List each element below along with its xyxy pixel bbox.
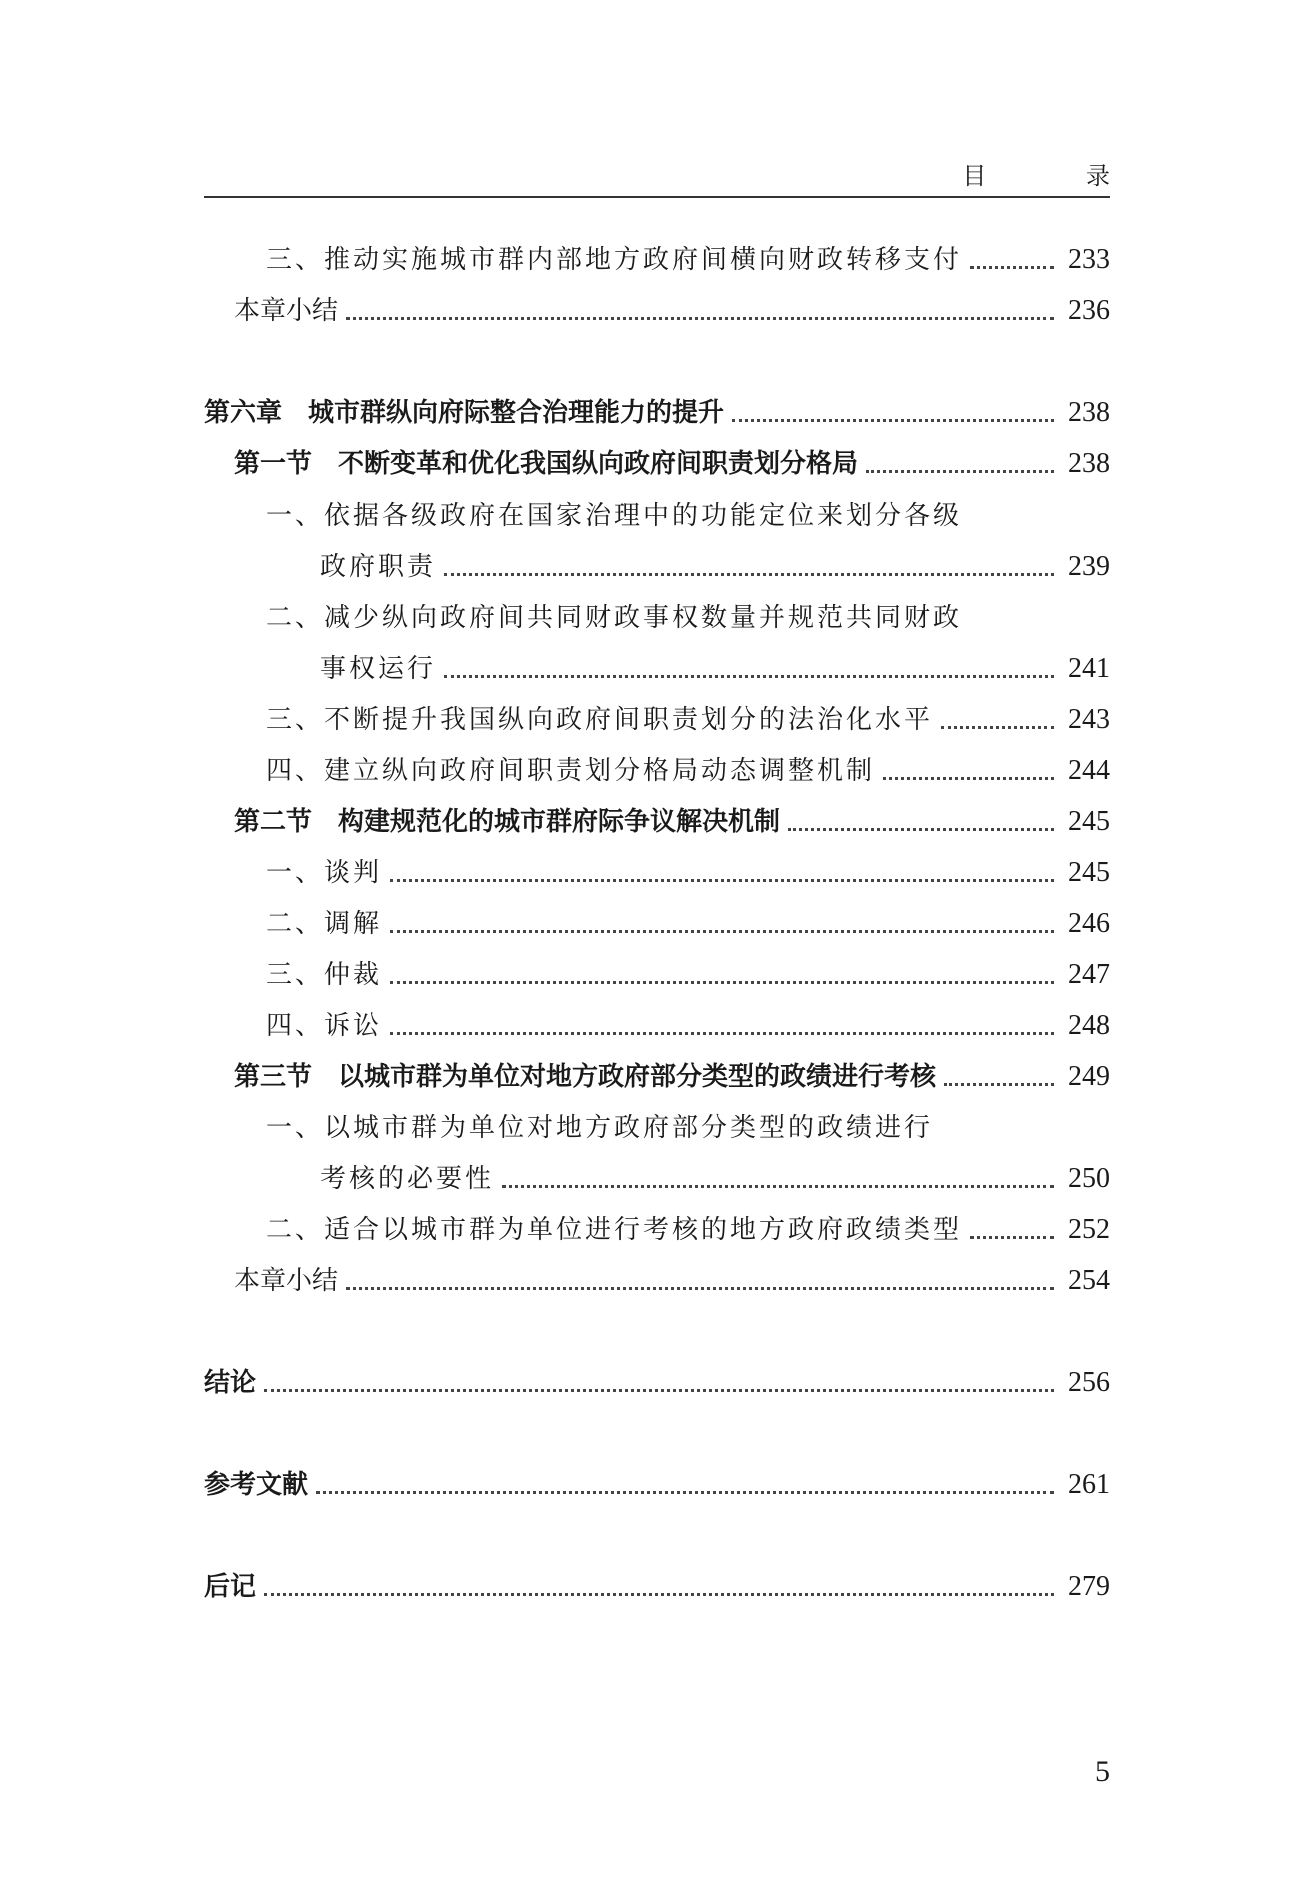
toc-entry-line1: 二、减少纵向政府间共同财政事权数量并规范共同财政 xyxy=(266,603,963,633)
toc-entry-label: 结论 xyxy=(204,1368,257,1398)
toc-entry-label: 本章小结 xyxy=(234,296,339,326)
toc-section-entry[interactable] xyxy=(234,1057,1110,1097)
dot-leader xyxy=(970,266,1054,269)
toc-entry-page: 244 xyxy=(1068,755,1110,786)
toc-top-entry[interactable] xyxy=(204,1567,1110,1607)
dot-leader xyxy=(390,981,1054,984)
dot-leader xyxy=(316,1491,1054,1494)
dot-leader xyxy=(444,675,1054,678)
toc-entry-page: 233 xyxy=(1068,244,1110,275)
dot-leader xyxy=(390,930,1054,933)
toc-entry-page: 252 xyxy=(1068,1214,1110,1245)
dot-leader xyxy=(941,726,1054,729)
toc-entry-page: 238 xyxy=(1068,397,1110,428)
toc-entry-page: 279 xyxy=(1068,1571,1110,1602)
toc-entry-label: 四、建立纵向政府间职责划分格局动态调整机制 xyxy=(266,756,876,786)
toc-entry[interactable] xyxy=(234,291,1110,331)
dot-leader xyxy=(390,1032,1054,1035)
dot-leader xyxy=(970,1236,1054,1239)
dot-leader xyxy=(502,1185,1054,1188)
toc-entry-page: 249 xyxy=(1068,1061,1110,1092)
toc-entry-page: 246 xyxy=(1068,908,1110,939)
toc-entry-page: 247 xyxy=(1068,959,1110,990)
dot-leader xyxy=(732,419,1054,422)
toc-entry-label: 后记 xyxy=(204,1572,257,1602)
toc-entry-label: 事权运行 xyxy=(320,654,437,684)
toc-section-entry[interactable] xyxy=(234,444,1110,484)
toc-section-entry[interactable] xyxy=(234,802,1110,842)
dot-leader xyxy=(883,777,1054,780)
toc-entry-page: 256 xyxy=(1068,1367,1110,1398)
toc-entry[interactable] xyxy=(320,1159,1110,1199)
dot-leader xyxy=(788,828,1054,831)
dot-leader xyxy=(264,1593,1054,1596)
toc-entry-page: 254 xyxy=(1068,1265,1110,1296)
toc-entry[interactable] xyxy=(234,1261,1110,1301)
toc-entry-label: 三、推动实施城市群内部地方政府间横向财政转移支付 xyxy=(266,245,963,275)
toc-entry-label: 第一节 不断变革和优化我国纵向政府间职责划分格局 xyxy=(234,449,859,479)
toc-entry[interactable] xyxy=(320,649,1110,689)
toc-entry-page: 243 xyxy=(1068,704,1110,735)
toc-entry[interactable] xyxy=(266,1210,1110,1250)
toc-top-entry[interactable] xyxy=(204,1363,1110,1403)
toc-entry-label: 考核的必要性 xyxy=(320,1164,495,1194)
running-header xyxy=(204,152,1156,198)
toc-entry-page: 245 xyxy=(1068,857,1110,888)
toc-entry[interactable] xyxy=(266,853,1110,893)
dot-leader xyxy=(264,1389,1054,1392)
toc-entry-label: 三、不断提升我国纵向政府间职责划分的法治化水平 xyxy=(266,705,934,735)
toc-top-entry[interactable] xyxy=(204,1465,1110,1505)
toc-entry-page: 239 xyxy=(1068,551,1110,582)
toc-entry[interactable] xyxy=(266,751,1110,791)
toc-entry-line1: 一、以城市群为单位对地方政府部分类型的政绩进行 xyxy=(266,1113,934,1143)
toc-entry-page: 238 xyxy=(1068,448,1110,479)
dot-leader xyxy=(444,573,1054,576)
toc-entry-page: 248 xyxy=(1068,1010,1110,1041)
toc-entry-page: 250 xyxy=(1068,1163,1110,1194)
toc-entry-line1: 一、依据各级政府在国家治理中的功能定位来划分各级 xyxy=(266,501,963,531)
dot-leader xyxy=(346,1287,1054,1290)
toc-entry[interactable] xyxy=(266,700,1110,740)
toc-entry[interactable] xyxy=(266,1006,1110,1046)
toc-entry[interactable] xyxy=(266,904,1110,944)
dot-leader xyxy=(390,879,1054,882)
toc-chapter-entry[interactable] xyxy=(204,393,1110,433)
toc-entry[interactable] xyxy=(266,240,1110,280)
toc-entry[interactable] xyxy=(320,547,1110,587)
toc-entry-label: 第三节 以城市群为单位对地方政府部分类型的政绩进行考核 xyxy=(234,1062,937,1092)
toc-entry-label: 一、谈判 xyxy=(266,858,383,888)
page-number: 5 xyxy=(1095,1755,1110,1788)
dot-leader xyxy=(866,470,1054,473)
toc-entry-page: 236 xyxy=(1068,295,1110,326)
toc-entry-label: 二、适合以城市群为单位进行考核的地方政府政绩类型 xyxy=(266,1215,963,1245)
toc-entry[interactable] xyxy=(266,955,1110,995)
toc-entry-label: 第二节 构建规范化的城市群府际争议解决机制 xyxy=(234,807,781,837)
toc-entry-page: 241 xyxy=(1068,653,1110,684)
toc-entry-label: 第六章 城市群纵向府际整合治理能力的提升 xyxy=(204,398,725,428)
toc-entry-label: 本章小结 xyxy=(234,1266,339,1296)
header-title: 目 录 xyxy=(962,162,1156,190)
dot-leader xyxy=(944,1083,1054,1086)
toc-entry-label: 参考文献 xyxy=(204,1470,309,1500)
toc-entry-page: 261 xyxy=(1068,1469,1110,1500)
toc-entry-label: 二、调解 xyxy=(266,909,383,939)
toc-entry-page: 245 xyxy=(1068,806,1110,837)
dot-leader xyxy=(346,317,1054,320)
toc-entry-label: 政府职责 xyxy=(320,552,437,582)
toc-entry-label: 四、诉讼 xyxy=(266,1011,383,1041)
toc-entry-label: 三、仲裁 xyxy=(266,960,383,990)
